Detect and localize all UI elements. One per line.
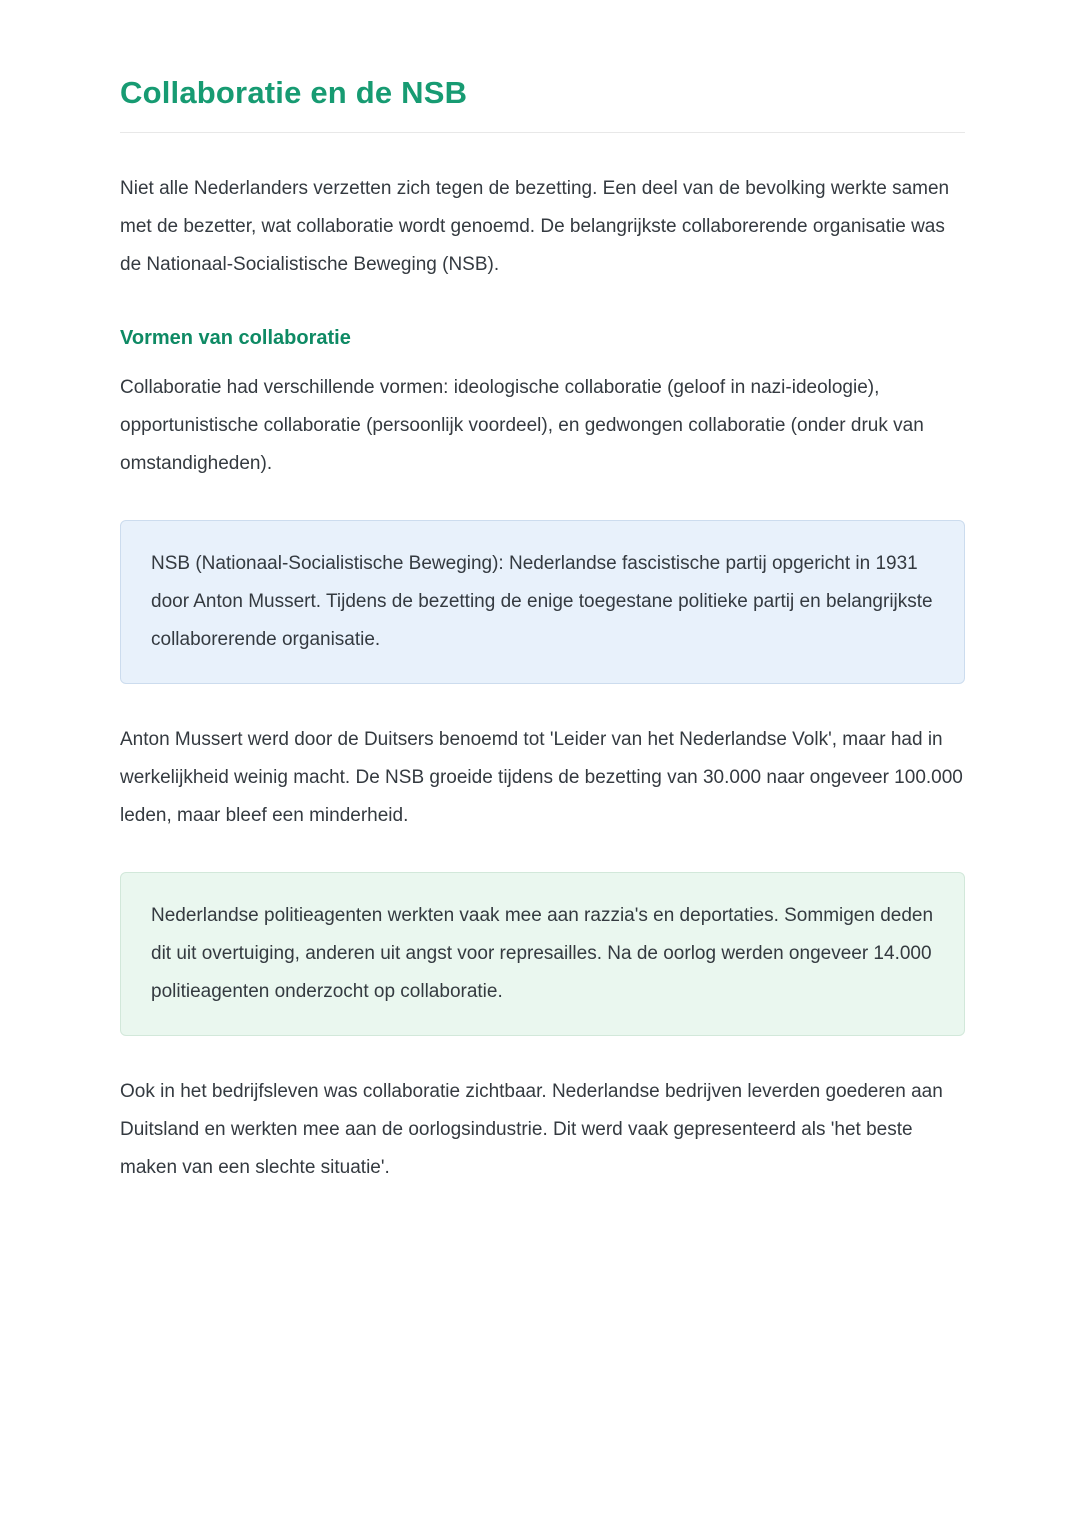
- definition-callout-nsb: [120, 520, 965, 684]
- intro-paragraph: Niet alle Nederlanders verzetten zich tegen de bezetting. Een deel van de bevolking werkte samen met de bezetter, wat collaboratie wordt genoemd. De belangrijkste collaborerende organisatie was de Nationaal-Socialistische Beweging (NSB).: [120, 178, 950, 276]
- definition-callout-text: NSB (Nationaal-Socialistische Beweging): Nederlandse fascistische partij opgericht in 1931 door Anton Mussert. Tijdens de bezetting de enige toegestane politieke partij en belangrijkste collaborerende organisatie.: [151, 553, 933, 651]
- title-divider: [120, 132, 965, 133]
- bedrijfsleven-paragraph: Ook in het bedrijfsleven was collaboratie zichtbaar. Nederlandse bedrijven leverden goederen aan Duitsland en werkten mee aan de oorlogsindustrie. Dit werd vaak gepresenteerd als 'het beste maken van een slechte situatie'.: [120, 1081, 943, 1179]
- section-heading-vormen: Vormen van collaboratie: [120, 327, 351, 350]
- vormen-paragraph: Collaboratie had verschillende vormen: ideologische collaboratie (geloof in nazi-ideologie), opportunistische collaboratie (persoonlijk voordeel), en gedwongen collaboratie (onder druk van omstandigheden).: [120, 377, 924, 475]
- page-title: Collaboratie en de NSB: [120, 75, 468, 110]
- note-callout-politie: [120, 872, 965, 1036]
- note-callout-text: Nederlandse politieagenten werkten vaak mee aan razzia's en deportaties. Sommigen deden dit uit overtuiging, anderen uit angst voor represailles. Na de oorlog werden ongeveer 14.000 politieagenten onderzocht op collaboratie.: [151, 905, 934, 1003]
- mussert-paragraph: Anton Mussert werd door de Duitsers benoemd tot 'Leider van het Nederlandse Volk', maar had in werkelijkheid weinig macht. De NSB groeide tijdens de bezetting van 30.000 naar ongeveer 100.000 leden, maar bleef een minderheid.: [120, 729, 963, 827]
